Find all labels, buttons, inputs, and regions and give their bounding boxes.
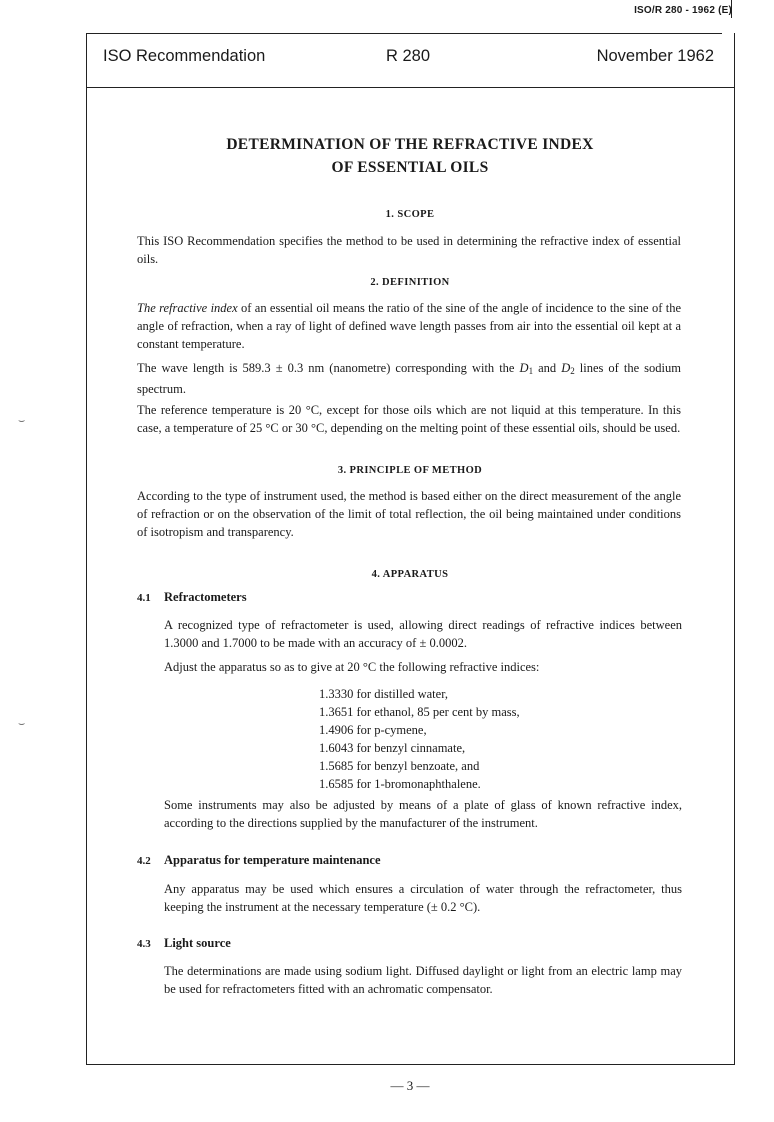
title-line-1: DETERMINATION OF THE REFRACTIVE INDEX (226, 136, 594, 153)
page-number: — 3 — (390, 1078, 430, 1093)
subsection-4-3-heading (137, 936, 231, 951)
section-3-heading: 3. PRINCIPLE OF METHOD (337, 465, 483, 476)
section-2-heading: 2. DEFINITION (370, 277, 450, 288)
subsection-4-2-number: 4.2 (137, 855, 151, 867)
temperature-paragraph: The reference temperature is 20 °C, except for those oils which are not liquid at this temperature. In this case, a temperature of 25 °C or 30 °C, depending on the melting point of these essential oils, should be used. (137, 403, 681, 435)
light-source-text: The determinations are made using sodium light. Diffused daylight or light from an electric lamp may be used for refractometers fitted with an achromatic compensator. (164, 964, 682, 996)
definition-paragraph (137, 299, 681, 353)
document-reference: ISO/R 280 - 1962 (E) (634, 5, 732, 16)
header-rule (86, 87, 734, 88)
d2-symbol: D (561, 361, 571, 375)
definition-term: The refractive index (137, 301, 238, 315)
corner-tick (731, 0, 732, 18)
title-line-2: OF ESSENTIAL OILS (331, 159, 489, 176)
subsection-4-1-heading (137, 590, 247, 605)
section-1-heading: 1. SCOPE (385, 209, 435, 220)
subsection-4-2-title: Apparatus for temperature maintenance (164, 853, 381, 867)
refractive-index-list (319, 685, 679, 793)
document-title (86, 133, 734, 179)
scan-mark: ⌣ (18, 415, 26, 427)
section-4-heading: 4. APPARATUS (371, 569, 449, 580)
subsection-4-3-number: 4.3 (137, 938, 151, 950)
wavelength-text-post: lines of the sodium spectrum. (137, 361, 681, 396)
scan-mark: ⌣ (18, 718, 26, 730)
list-item: 1.3330 for distilled water, (319, 687, 448, 701)
section-3-text: According to the type of instrument used, the method is based either on the direct measurement of the angle of refraction or on the observation of the limit of total reflection, the oil being maintained under conditions of isotropism and transparency. (137, 489, 681, 539)
refractometer-paragraph-1: A recognized type of refractometer is used, allowing direct readings of refractive indices between 1.3000 and 1.7000 to be made with an accuracy of ± 0.0002. (164, 618, 682, 650)
list-item: 1.5685 for benzyl benzoate, and (319, 759, 480, 773)
refractometer-paragraph-3: Some instruments may also be adjusted by means of a plate of glass of known refractive index, according to the directions supplied by the manufacturer of the instrument. (164, 798, 682, 830)
definition-text: of an essential oil means the ratio of the sine of the angle of incidence to the sine of the angle of refraction, when a ray of light of defined wave length passes from air into the essential oil kept at a constant temperature. (137, 301, 681, 351)
section-1-text: This ISO Recommendation specifies the method to be used in determining the refractive index of essential oils. (137, 234, 681, 266)
d1-symbol: D (519, 361, 529, 375)
refractometer-paragraph-2: Adjust the apparatus so as to give at 20 °C the following refractive indices: (164, 660, 540, 674)
subsection-4-2-heading (137, 853, 381, 868)
wavelength-and: and (533, 361, 562, 375)
list-item: 1.3651 for ethanol, 85 per cent by mass, (319, 705, 520, 719)
list-item: 1.6043 for benzyl cinnamate, (319, 741, 466, 755)
list-item: 1.6585 for 1-bromonaphthalene. (319, 777, 481, 791)
d1-subscript: 1 (528, 366, 534, 376)
header-number: R 280 (386, 47, 431, 65)
subsection-4-1-title: Refractometers (164, 590, 247, 604)
d2-subscript: 2 (570, 366, 575, 376)
list-item: 1.4906 for p-cymene, (319, 723, 427, 737)
subsection-4-1-number: 4.1 (137, 592, 151, 604)
subsection-4-3-title: Light source (164, 936, 231, 950)
temperature-apparatus-text: Any apparatus may be used which ensures a circulation of water through the refractometer, thus keeping the instrument at the necessary temperature (± 0.2 °C). (164, 882, 682, 914)
wavelength-text-pre: The wave length is 589.3 ± 0.3 nm (nanometre) corresponding with the (137, 361, 520, 375)
wavelength-paragraph (137, 359, 681, 398)
header-date: November 1962 (596, 47, 714, 65)
header-series: ISO Recommendation (103, 47, 266, 65)
